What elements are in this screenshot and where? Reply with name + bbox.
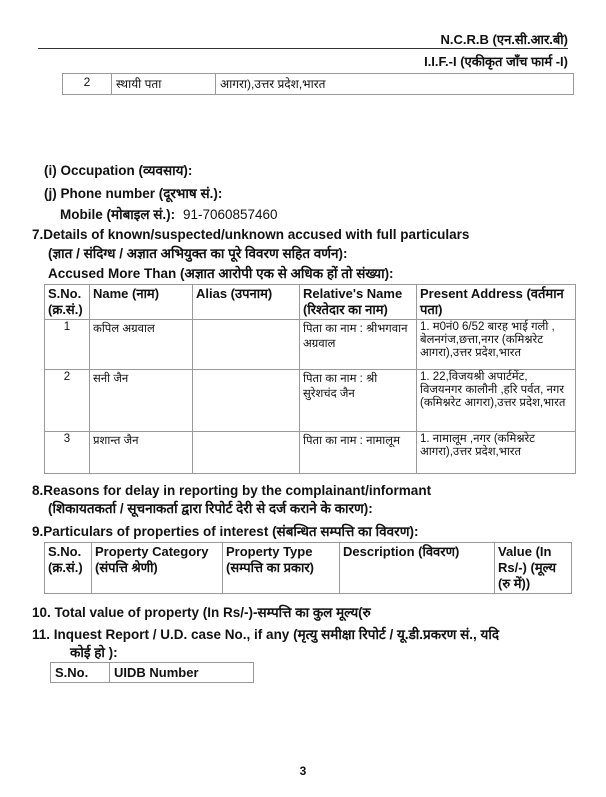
uidb-col-number: UIDB Number [110, 663, 254, 683]
accused-relative: पिता का नाम : नामालूम [300, 432, 417, 474]
header-ncrb: N.C.R.B (एन.सी.आर.बी) [440, 32, 568, 47]
section-7-subtitle: (ज्ञात / संदिग्ध / अज्ञात अभियुक्त का पूरे विवरण सहित वर्णन): [48, 246, 348, 261]
accused-table [44, 284, 576, 474]
table-row [45, 320, 576, 370]
accused-relative: पिता का नाम : श्रीभगवान अग्रवाल [300, 320, 417, 370]
col-name: Name (नाम) [90, 285, 193, 320]
section-7-title: 7.Details of known/suspected/unknown accused with full particulars [32, 227, 470, 242]
accused-sno: 3 [45, 432, 90, 474]
accused-name: कपिल अग्रवाल [90, 320, 193, 370]
accused-more-than: Accused More Than (अज्ञात आरोपी एक से अधिक हों तो संख्या): [48, 266, 394, 281]
col-relative: Relative's Name (रिश्तेदार का नाम) [300, 285, 417, 320]
address-table [62, 73, 574, 95]
uidb-table [50, 662, 254, 683]
accused-name: प्रशान्त जैन [90, 432, 193, 474]
accused-alias [193, 320, 300, 370]
prop-col-description: Description (विवरण) [340, 543, 495, 594]
accused-relative: पिता का नाम : श्री सुरेशचंद जैन [300, 370, 417, 432]
table-header-row [45, 543, 572, 594]
section-8-subtitle: (शिकायतकर्ता / सूचनाकर्ता द्वारा रिपोर्ट देरी से दर्ज कराने के कारण): [48, 501, 373, 516]
phone-label: (j) Phone number (दूरभाष सं.): [44, 186, 223, 201]
section-11-title: 11. Inquest Report / U.D. case No., if any (मृत्यु समीक्षा रिपोर्ट / यू.डी.प्रकरण सं., यदि [32, 627, 499, 642]
uidb-col-sno: S.No. [51, 663, 110, 683]
prop-col-type: Property Type (सम्पत्ति का प्रकार) [223, 543, 340, 594]
property-table [44, 542, 572, 594]
address-label: स्थायी पता [112, 74, 216, 95]
accused-alias [193, 370, 300, 432]
col-sno: S.No. (क्र.सं.) [45, 285, 90, 320]
prop-col-value: Value (In Rs/-) (मूल्य (रु में)) [495, 543, 572, 594]
occupation-label: (i) Occupation (व्यवसाय): [44, 163, 193, 178]
table-header-row [45, 285, 576, 320]
section-8-title: 8.Reasons for delay in reporting by the complainant/informant [32, 483, 432, 498]
mobile-value: 91-7060857460 [182, 207, 278, 222]
address-value: आगरा),उत्तर प्रदेश,भारत [216, 74, 574, 95]
col-address: Present Address (वर्तमान पता) [417, 285, 576, 320]
accused-address: 1. नामालूम ,नगर (कमिश्नरेट आगरा),उत्तर प्रदेश,भारत [417, 432, 576, 474]
accused-name: सनी जैन [90, 370, 193, 432]
mobile-label: Mobile (मोबाइल सं.): [60, 207, 176, 222]
section-11-title-cont: कोई हो ): [70, 645, 118, 660]
table-row [45, 370, 576, 432]
address-sno: 2 [63, 74, 112, 95]
section-9-title: 9.Particulars of properties of interest (संबन्धित सम्पत्ति का विवरण): [32, 524, 419, 539]
table-header-row [51, 663, 254, 683]
page-number: 3 [299, 764, 307, 778]
accused-sno: 1 [45, 320, 90, 370]
table-row [45, 432, 576, 474]
header-divider [38, 48, 568, 49]
col-alias: Alias (उपनाम) [193, 285, 300, 320]
table-row [63, 74, 574, 95]
section-10-title: 10. Total value of property (In Rs/-)-सम्पत्ति का कुल मूल्य(रु [32, 605, 371, 620]
prop-col-category: Property Category (संपत्ति श्रेणी) [92, 543, 223, 594]
accused-sno: 2 [45, 370, 90, 432]
header-iif: I.I.F.-I (एकीकृत जाँच फार्म -I) [424, 54, 568, 69]
accused-address: 1. 22,विजयश्री अपार्टमेंट, विजयनगर कालौनी ,हरि पर्वत, नगर (कमिश्नरेट आगरा),उत्तर प्रदेश,भारत [417, 370, 576, 432]
prop-col-sno: S.No. (क्र.सं.) [45, 543, 92, 594]
accused-alias [193, 432, 300, 474]
accused-address: 1. म0नं0 6/52 बारह भाई गली , बेलनगंज,छत्ता,नगर (कमिश्नरेट आगरा),उत्तर प्रदेश,भारत [417, 320, 576, 370]
